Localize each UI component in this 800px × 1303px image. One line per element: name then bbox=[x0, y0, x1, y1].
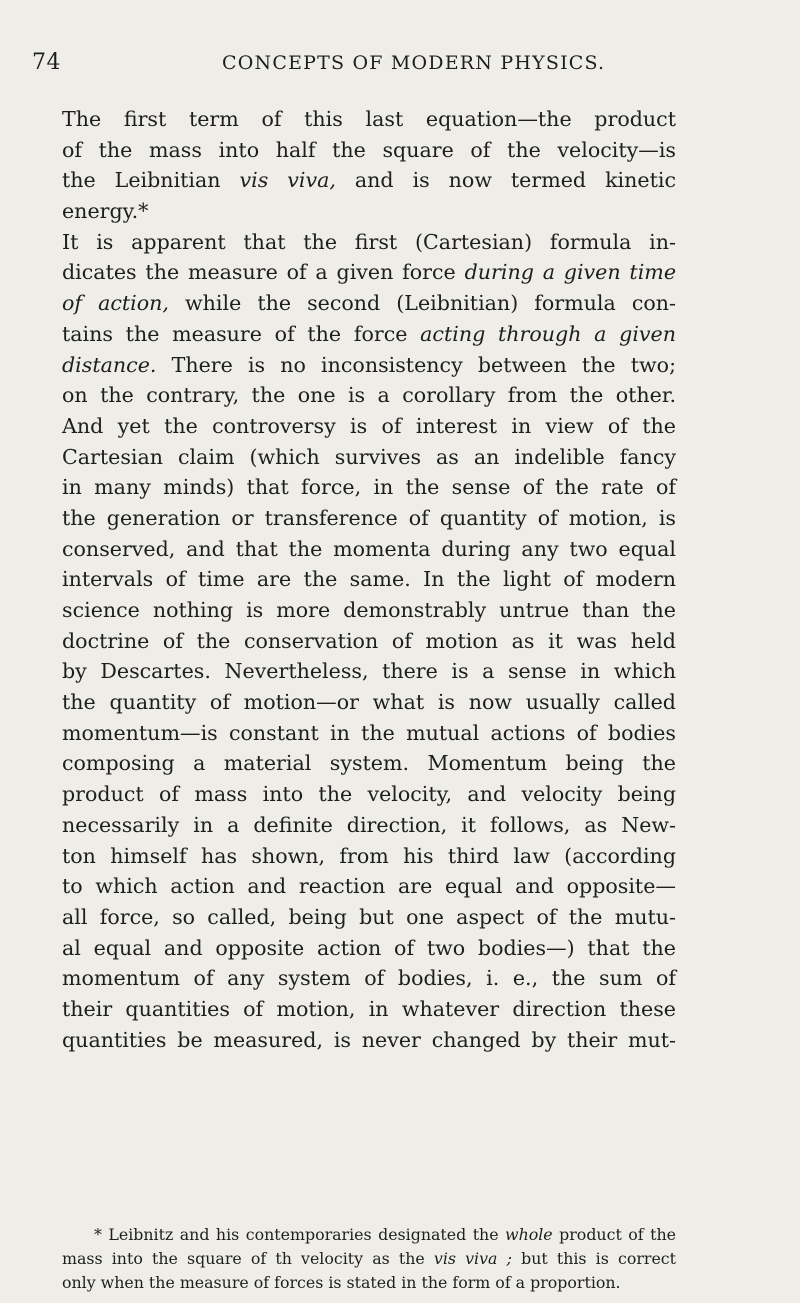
text-line: the quantity of motion—or what is now usually called bbox=[62, 690, 676, 715]
text-line: in many minds) that force, in the sense of the rate of bbox=[62, 475, 676, 500]
page-header bbox=[32, 50, 672, 82]
text-segment: and is now termed kinetic bbox=[354, 168, 676, 193]
body-text bbox=[62, 104, 676, 1055]
text-segment: tains the measure of the force bbox=[62, 321, 408, 346]
text-line: their quantities of motion, in whatever direction these bbox=[62, 996, 676, 1021]
text-line: by Descartes. Nevertheless, there is a sense in which bbox=[62, 659, 676, 684]
text-line: al equal and opposite action of two bodies—) that the bbox=[62, 935, 676, 960]
text-line: ton himself has shown, from his third law (according bbox=[62, 843, 676, 868]
text-line: of the mass into half the square of the velocity—is bbox=[62, 137, 676, 162]
italic-phrase: distance. bbox=[62, 352, 157, 377]
italic-phrase: acting through a given bbox=[420, 321, 677, 346]
text-segment: dicates the measure of a given force bbox=[62, 260, 456, 285]
text-segment: while the second (Leibnitian) formula con- bbox=[185, 291, 676, 316]
text-line: Cartesian claim (which survives as an indelible fancy bbox=[62, 444, 676, 469]
text-line: the generation or transference of quantity of motion, is bbox=[62, 505, 676, 530]
text-line: momentum—is constant in the mutual actions of bodies bbox=[62, 720, 676, 745]
text-segment: There is no inconsistency between the two; bbox=[171, 352, 677, 377]
running-head: CONCEPTS OF MODERN PHYSICS. bbox=[222, 52, 606, 74]
text-line: energy.* bbox=[62, 199, 149, 224]
footnote-line bbox=[62, 1247, 676, 1271]
text-line: momentum of any system of bodies, i. e., the sum of bbox=[62, 966, 676, 991]
footnote bbox=[62, 1223, 676, 1295]
text-segment: mass into the square of th bbox=[62, 1249, 292, 1268]
text-segment: but this is correct bbox=[521, 1249, 676, 1268]
text-line: The first term of this last equation—the product bbox=[62, 107, 676, 131]
text-line: And yet the controversy is of interest in view of the bbox=[62, 413, 676, 438]
text-line: all force, so called, being but one aspect of the mutu- bbox=[62, 904, 676, 929]
text-line: quantities be measured, is never changed by their mut- bbox=[62, 1027, 676, 1052]
text-line: conserved, and that the momenta during any two equal bbox=[62, 536, 676, 561]
text-line: composing a material system. Momentum being the bbox=[62, 751, 676, 776]
italic-phrase: whole bbox=[505, 1225, 553, 1244]
text-line: to which action and reaction are equal and opposite— bbox=[62, 874, 676, 899]
text-line: intervals of time are the same. In the light of modern bbox=[62, 567, 676, 592]
footnote-line bbox=[62, 1223, 676, 1247]
text-segment: product of the bbox=[559, 1225, 676, 1244]
text-line bbox=[62, 288, 676, 319]
text-segment: * Leibnitz and his contemporaries designated the bbox=[94, 1225, 499, 1244]
text-segment: velocity as the bbox=[291, 1249, 425, 1268]
text-line: It is apparent that the first (Cartesian) formula in- bbox=[62, 229, 676, 254]
text-line: product of mass into the velocity, and velocity being bbox=[62, 782, 676, 807]
italic-phrase: vis viva ; bbox=[433, 1249, 512, 1268]
text-line: doctrine of the conservation of motion as it was held bbox=[62, 628, 676, 653]
italic-phrase: during a given time bbox=[464, 260, 677, 285]
text-line bbox=[62, 257, 676, 288]
page-number: 74 bbox=[32, 50, 61, 75]
footnote-line: only when the measure of forces is stated in the form of a proportion. bbox=[62, 1273, 621, 1292]
text-line: science nothing is more demonstrably untrue than the bbox=[62, 598, 676, 622]
italic-phrase: vis viva, bbox=[239, 168, 336, 193]
text-line bbox=[62, 165, 676, 196]
text-line: on the contrary, the one is a corollary from the other. bbox=[62, 383, 676, 408]
text-line bbox=[62, 319, 676, 350]
text-segment: the Leibnitian bbox=[62, 168, 221, 193]
text-line bbox=[62, 350, 676, 381]
text-line: necessarily in a definite direction, it follows, as New- bbox=[62, 812, 676, 837]
italic-phrase: of action, bbox=[62, 291, 169, 316]
